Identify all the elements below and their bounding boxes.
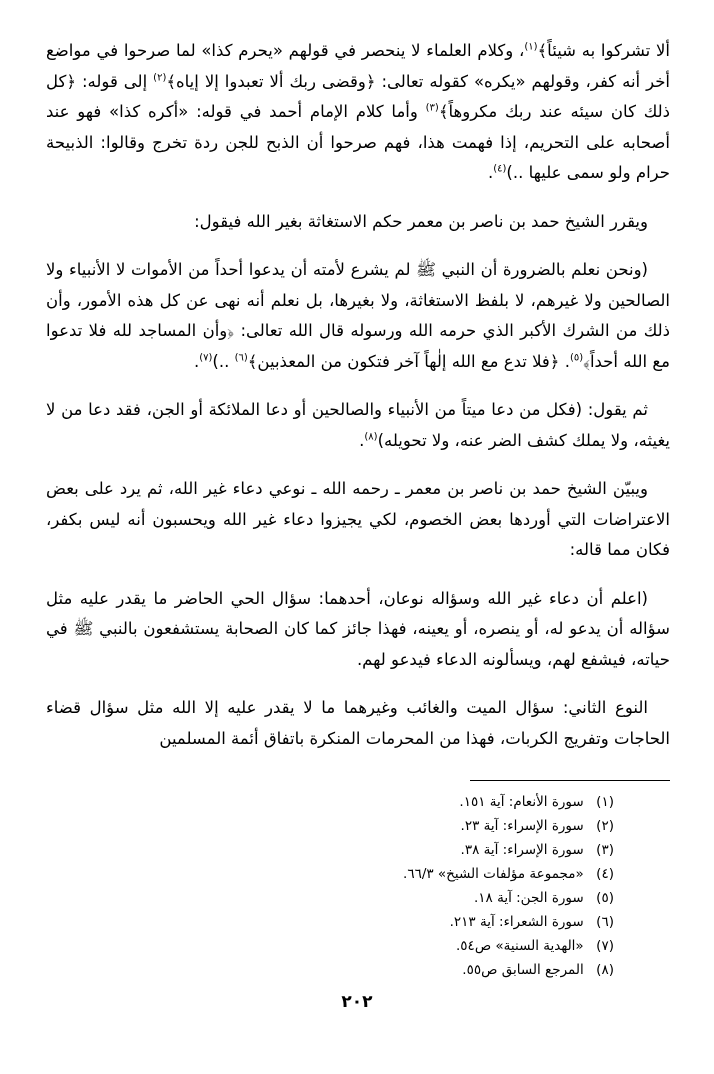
footnote-number: (١) xyxy=(596,794,614,810)
footnote-text: «الهدية السنية» ص٥٤. xyxy=(456,938,584,954)
paragraph-text: . xyxy=(359,430,365,450)
footnote-number: (٥) xyxy=(596,890,614,906)
paragraph xyxy=(46,207,670,238)
paragraph xyxy=(46,584,670,676)
footnote-ref: (٤) xyxy=(493,163,507,175)
footnote-item xyxy=(94,886,614,910)
footnote-text: المرجع السابق ص٥٥. xyxy=(462,962,584,978)
paragraph-text: ويبيّن الشيخ حمد بن ناصر بن معمر ـ رحمه الله ـ نوعي دعاء غير الله، ثم يرد على بعض الاعتراضات التي أوردها بعض الخصوم، لكي يجيزوا دعاء غير الله ويحسبون أنه ليس بكفر، فكان مما قاله: xyxy=(46,479,670,559)
paragraph xyxy=(46,255,670,377)
footnote-text: سورة الشعراء: آية ٢١٣. xyxy=(449,914,584,930)
paragraph-text: (اعلم أن دعاء غير الله وسؤاله نوعان، أحدهما: سؤال الحي الحاضر ما يقدر عليه مثل سؤاله أن يدعو له، أو ينصره، أو يعينه، فهذا جائز كما كان الصحابة يستشفعون بالنبي ﷺ في حياته، فيشفع لهم، ويسألونه الدعاء فيدعو لهم. xyxy=(46,588,670,669)
footnote-ref: (٣) xyxy=(425,102,439,114)
paragraph-text: . xyxy=(193,351,200,371)
footnote-ref: (٢) xyxy=(153,72,167,83)
footnote-text: «مجموعة مؤلفات الشيخ» ٦٦/٣. xyxy=(403,866,584,882)
paragraph-text: ألا تشركوا به شيئاً﴾ xyxy=(537,41,671,60)
paragraph-text: وأما كلام الإمام أحمد في قوله: «أكره كذا» فهو عند أصحابه على التحريم، إذا فهمت هذا، فهم صرحوا أن الذبح للجن ردة تخرج وقالوا: الذبيحة حرام ولو سمى عليها ..) xyxy=(46,102,670,182)
footnote-text: سورة الإسراء: آية ٣٨. xyxy=(460,842,584,858)
paragraph-text: ثم يقول: (فكل من دعا ميتاً من الأنبياء والصالحين أو دعا الملائكة أو الجن، فقد دعا من لا يغيثه، ولا يملك كشف الضر عنه، ولا تحويله) xyxy=(46,400,670,450)
paragraph-text: ، وكلام العلماء لا ينحصر في قولهم «يحرم كذا» لما صرحوا في مواضع أخر أنه كفر، وقولهم «يكره» كقوله تعالى: ﴿وقضى ربك ألا تعبدوا إلا إياه﴾ xyxy=(46,41,671,91)
paragraph xyxy=(46,36,670,189)
paragraph xyxy=(46,395,670,456)
paragraph-text: ..) xyxy=(212,351,235,371)
footnote-separator xyxy=(470,780,670,781)
footnote-item xyxy=(94,910,614,934)
footnote-item xyxy=(94,934,614,958)
footnote-text: سورة الإسراء: آية ٢٣. xyxy=(460,818,584,834)
paragraph-text: النوع الثاني: سؤال الميت والغائب وغيرهما ما لا يقدر عليه إلا الله مثل سؤال قضاء الحاجات وتفريج الكربات، فهذا من المحرمات المنكرة باتفاق أئمة المسلمين xyxy=(46,698,670,748)
footnote-number: (٨) xyxy=(596,962,614,978)
paragraph-text: . ﴿فلا تدع مع الله إلٰهاً آخر فتكون من المعذبين﴾ xyxy=(247,351,570,371)
footnote-ref: (٥) xyxy=(569,352,584,363)
footnote-number: (٣) xyxy=(596,842,614,858)
footnotes-list xyxy=(94,790,614,982)
footnote-item xyxy=(94,814,614,838)
paragraph-text: . xyxy=(487,163,494,182)
paragraph-text: إلى قوله: ﴿كل ذلك كان سيئه عند ربك مكروهاً﴾ xyxy=(46,71,670,121)
paragraph xyxy=(46,693,670,754)
page-number: ٢٠٢ xyxy=(341,992,373,1012)
footnote-item xyxy=(94,838,614,862)
footnote-item xyxy=(94,862,614,886)
footnote-number: (٢) xyxy=(596,818,614,834)
footnote-text: سورة الجن: آية ١٨. xyxy=(473,890,584,906)
footnote-number: (٧) xyxy=(596,938,614,954)
body-text xyxy=(46,36,670,772)
footnote-ref: (١) xyxy=(524,41,538,53)
footnote-item xyxy=(94,958,614,982)
footnote-ref: (٨) xyxy=(364,431,378,442)
footnote-number: (٤) xyxy=(596,866,614,882)
footnote-item xyxy=(94,790,614,814)
paragraph xyxy=(46,474,670,566)
paragraph-text: ويقرر الشيخ حمد بن ناصر بن معمر حكم الاستغاثة بغير الله فيقول: xyxy=(194,211,648,231)
footnote-text: سورة الأنعام: آية ١٥١. xyxy=(459,794,584,810)
paragraph-text: (ونحن نعلم بالضرورة أن النبي ﷺ لم يشرع لأمته أن يدعوا أحداً من الأموات لا الأنبياء ولا الصالحين ولا غيرهم، لا بلفظ الاستغاثة، ولا بغيرها، بل نعلم أنه نهى عن كل هذه الأمور، وأن ذلك من الشرك الأكبر الذي حرمه الله ورسوله قال الله تعالى: ﴿وأن المساجد لله فلا تدعوا مع الله أحداً﴾ xyxy=(46,260,670,371)
footnote-ref: (٧) xyxy=(199,352,213,363)
footnote-ref: (٦) xyxy=(234,352,248,363)
footnote-number: (٦) xyxy=(596,914,614,930)
